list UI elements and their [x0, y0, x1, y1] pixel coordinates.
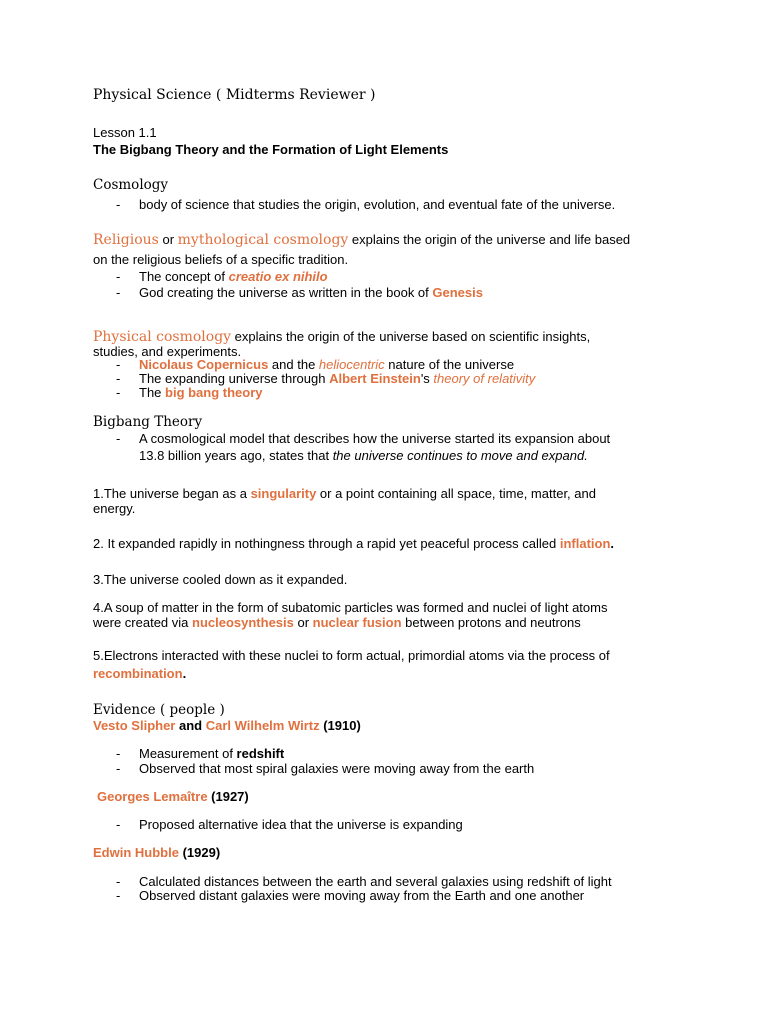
step-text: between protons and neutrons [401, 615, 581, 630]
redshift: redshift [236, 746, 285, 761]
step-3: 3.The universe cooled down as it expanded. [93, 572, 348, 587]
bullet-dash: - [116, 817, 121, 832]
step-text: 2. It expanded rapidly in nothingness through a rapid yet peaceful process called [93, 536, 560, 551]
nucleosynthesis: nucleosynthesis [192, 615, 294, 630]
evidence-1-bullet-2: Observed that most spiral galaxies were moving away from the earth [139, 761, 535, 776]
bigbang-definition-line2 [139, 448, 588, 463]
bullet-dash: - [116, 285, 121, 300]
bigbang-definition-line1: A cosmological model that describes how the universe started its expansion about [139, 431, 611, 446]
inflation: inflation [559, 536, 611, 551]
vesto-slipher: Vesto Slipher [93, 718, 176, 733]
step-1-line2: energy. [93, 501, 136, 516]
bullet-dash: - [116, 746, 121, 761]
step-text: or [293, 615, 313, 630]
bullet-dash: - [116, 197, 121, 212]
bullet-dash: - [116, 761, 121, 776]
lesson-number: Lesson 1.1 [93, 125, 157, 140]
evidence-year: (1929) [178, 845, 221, 860]
bullet-dash: - [116, 874, 121, 889]
step-4-line1: 4.A soup of matter in the form of subatomic particles was formed and nuclei of light atoms [93, 600, 608, 615]
evidence-heading: Evidence ( people ) [93, 702, 225, 718]
edwin-hubble: Edwin Hubble [93, 845, 179, 860]
bullet-text: The [139, 385, 166, 400]
religious-term: Religious [93, 232, 159, 248]
religious-paragraph-line2: on the religious beliefs of a specific tradition. [93, 252, 349, 267]
bullet-dash: - [116, 431, 121, 446]
singularity: singularity [250, 486, 317, 501]
bigbang-italic: the universe continues to move and expand. [332, 448, 588, 463]
cosmology-definition: body of science that studies the origin, evolution, and eventual fate of the universe. [139, 197, 616, 212]
evidence-3-bullet-2: Observed distant galaxies were moving away from the Earth and one another [139, 888, 585, 903]
evidence-person-1 [93, 718, 361, 733]
evidence-text: and [175, 718, 206, 733]
physical-cosmology-term: Physical cosmology [93, 329, 232, 345]
bullet-dash: - [116, 371, 121, 386]
evidence-2-bullet-1: Proposed alternative idea that the universe is expanding [139, 817, 463, 832]
step-text: or a point containing all space, time, matter, and [316, 486, 596, 501]
evidence-1-bullet-1 [139, 746, 284, 761]
bullet-dash: - [116, 888, 121, 903]
big-bang-theory: big bang theory [165, 385, 263, 400]
physical-paragraph-line1 [93, 329, 590, 345]
mythological-term: mythological cosmology [177, 232, 349, 248]
georges-lemaitre: Georges Lemaître [97, 789, 208, 804]
lesson-title: The Bigbang Theory and the Formation of Light Elements [93, 142, 449, 157]
step-5-line1: 5.Electrons interacted with these nuclei to form actual, primordial atoms via the process of [93, 648, 610, 663]
carl-wilhelm-wirtz: Carl Wilhelm Wirtz [205, 718, 320, 733]
bullet-text: God creating the universe as written in the book of [139, 285, 433, 300]
religious-bullet-1 [139, 269, 328, 284]
creatio-ex-nihilo: creatio ex nihilo [228, 269, 328, 284]
evidence-year: (1910) [319, 718, 361, 733]
theory-of-relativity: theory of relativity [433, 371, 536, 386]
bullet-text: Measurement of [139, 746, 237, 761]
step-text: . [610, 536, 615, 551]
bullet-text: The concept of [139, 269, 229, 284]
bullet-text: nature of the universe [384, 357, 515, 372]
page-title: Physical Science ( Midterms Reviewer ) [93, 87, 376, 103]
evidence-person-2 [97, 789, 249, 804]
religious-bullet-2 [139, 285, 483, 300]
physical-text: explains the origin of the universe based on scientific insights, [231, 329, 591, 344]
step-text: were created via [93, 615, 192, 630]
physical-bullet-3 [139, 385, 263, 400]
nuclear-fusion: nuclear fusion [312, 615, 402, 630]
recombination: recombination [93, 666, 183, 681]
step-1-line1 [93, 486, 596, 501]
bullet-dash: - [116, 357, 121, 372]
bullet-text: The expanding universe through [139, 371, 330, 386]
evidence-3-bullet-1: Calculated distances between the earth and several galaxies using redshift of light [139, 874, 612, 889]
religious-text: explains the origin of the universe and life based [348, 232, 631, 247]
bullet-text: 's [420, 371, 434, 386]
heliocentric: heliocentric [318, 357, 385, 372]
cosmology-heading: Cosmology [93, 177, 169, 193]
step-text: 1.The universe began as a [93, 486, 251, 501]
step-5-line2 [93, 666, 186, 681]
bullet-text: and the [268, 357, 319, 372]
physical-paragraph-line2: studies, and experiments. [93, 344, 242, 359]
einstein: Albert Einstein [329, 371, 421, 386]
bigbang-heading: Bigbang Theory [93, 414, 203, 430]
step-2 [93, 536, 614, 551]
physical-bullet-2 [139, 371, 535, 386]
religious-or: or [158, 232, 178, 247]
genesis: Genesis [432, 285, 483, 300]
evidence-year: (1927) [207, 789, 249, 804]
religious-paragraph-line1 [93, 232, 630, 248]
bullet-text: 13.8 billion years ago, states that [139, 448, 333, 463]
copernicus: Nicolaus Copernicus [139, 357, 269, 372]
bullet-dash: - [116, 385, 121, 400]
step-4-line2 [93, 615, 581, 630]
evidence-person-3 [93, 845, 220, 860]
step-text: . [182, 666, 187, 681]
physical-bullet-1 [139, 357, 514, 372]
bullet-dash: - [116, 269, 121, 284]
